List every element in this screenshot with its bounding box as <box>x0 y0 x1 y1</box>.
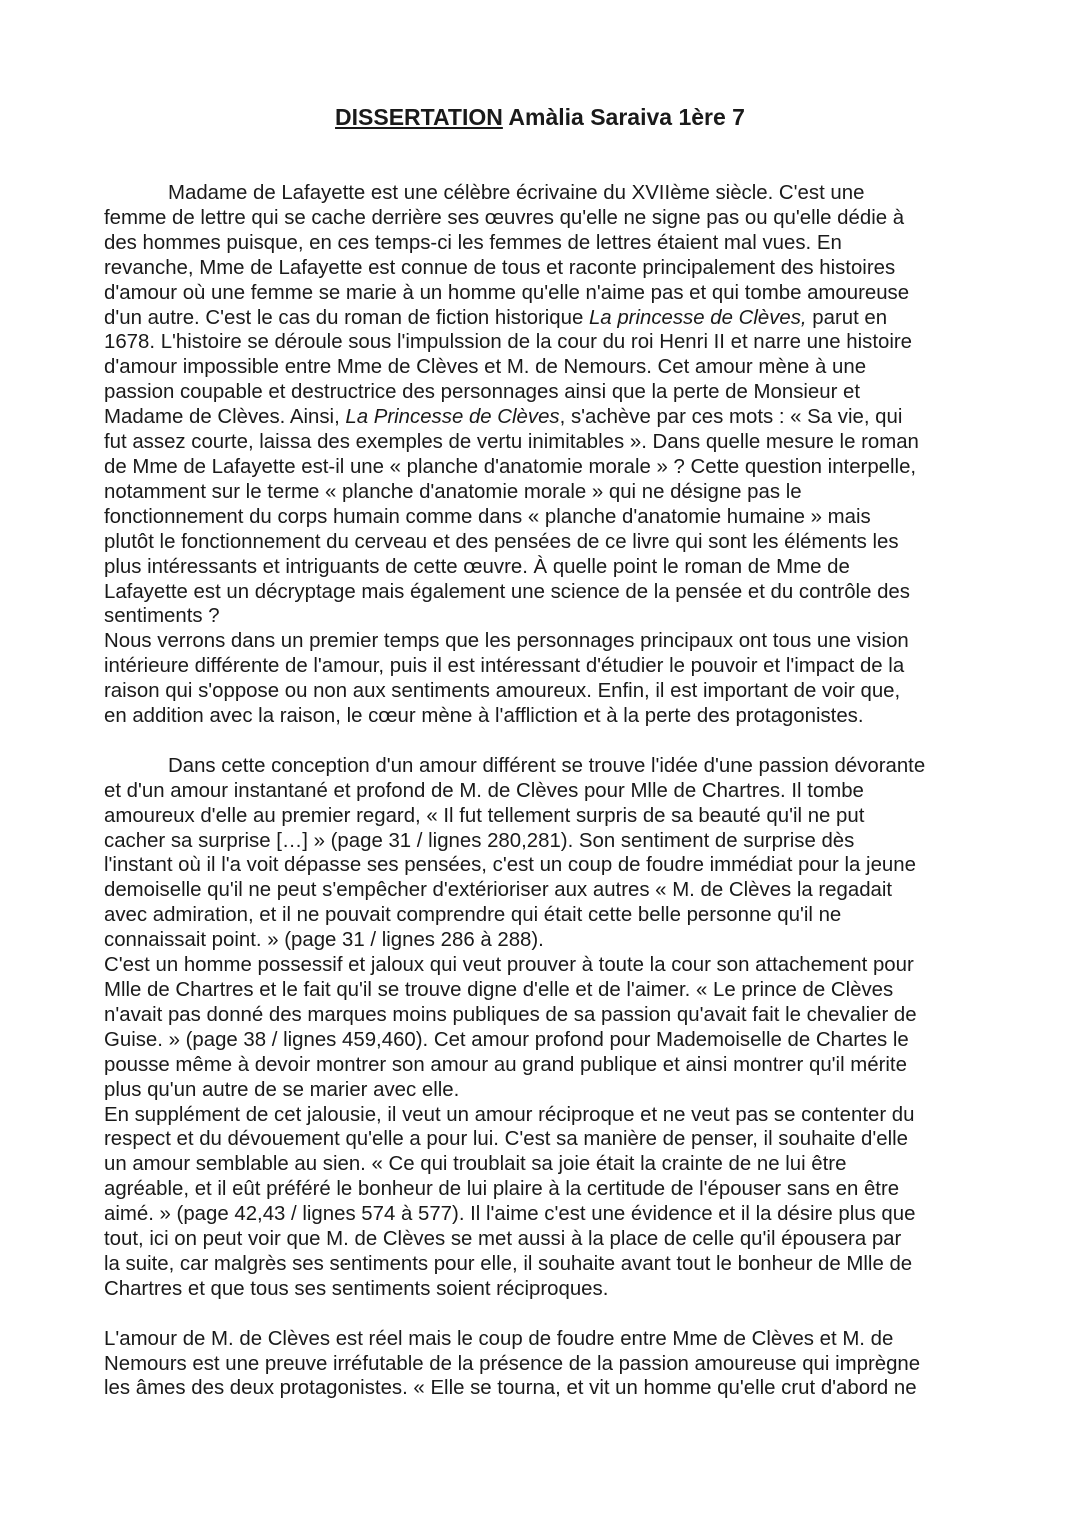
text-line: C'est un homme possessif et jaloux qui veut prouver à toute la cour son attachement pour <box>104 954 914 977</box>
document-body <box>104 181 984 1401</box>
text-line: Chartres et que tous ses sentiments soient réciproques. <box>104 1277 609 1300</box>
text-line: d'amour où une femme se marie à un homme qu'elle n'aime pas et qui tombe amoureuse <box>104 281 910 304</box>
title-author: Amàlia Saraiva 1ère 7 <box>502 104 745 130</box>
text-line: n'avait pas donné des marques moins publiques de sa passion qu'avait fait le chevalier de <box>104 1003 917 1026</box>
book-title-italic: La princesse de Clèves, <box>588 306 807 329</box>
text-line: Dans cette conception d'un amour différent se trouve l'idée d'une passion dévorante <box>168 754 926 777</box>
text-line: agréable, et il eût préféré le bonheur de lui plaire à la certitude de l'épouser sans en être <box>104 1178 900 1201</box>
text-line: femme de lettre qui se cache derrière ses œuvres qu'elle ne signe pas ou qu'elle dédie à <box>104 206 905 229</box>
text-line: en addition avec la raison, le cœur mène à l'affliction et à la perte des protagonistes. <box>104 705 864 728</box>
text-line: Madame de Clèves. Ainsi, La Princesse de Clèves, s'achève par ces mots : « Sa vie, qui <box>104 406 903 429</box>
title-underlined: DISSERTATION <box>335 104 503 130</box>
paragraph-body <box>104 754 984 953</box>
text-line: raison qui s'oppose ou non aux sentiments amoureux. Enfin, il est important de voir que, <box>104 680 901 703</box>
text-line: d'un autre. C'est le cas du roman de fiction historique La princesse de Clèves, parut en <box>104 306 888 329</box>
text-line: intérieure différente de l'amour, puis il est intéressant d'étudier le pouvoir et l'impact de la <box>104 655 905 678</box>
text-line: l'instant où il l'a voit dépasse ses pensées, c'est un coup de foudre immédiat pour la jeune <box>104 854 916 877</box>
text-line: les âmes des deux protagonistes. « Elle se tourna, et vit un homme qu'elle crut d'abord ne <box>104 1377 917 1400</box>
text-line: la suite, car malgrès ses sentiments pour elle, il souhaite avant tout le bonheur de Mlle de <box>104 1252 913 1275</box>
paragraph-body <box>104 1327 984 1402</box>
text-line: notamment sur le terme « planche d'anatomie morale » qui ne désigne pas le <box>104 480 802 503</box>
text-line: plus qu'un autre de se marier avec elle. <box>104 1078 460 1101</box>
text-line: cacher sa surprise […] » (page 31 / lignes 280,281). Son sentiment de surprise dès <box>104 829 855 852</box>
text-line: pousse même à devoir montrer son amour au grand publique et ainsi montrer qu'il mérite <box>104 1053 907 1076</box>
text-line: avec admiration, et il ne pouvait comprendre qui était cette belle personne qu'il ne <box>104 904 842 927</box>
text-line: fonctionnement du corps humain comme dans « planche d'anatomie humaine » mais <box>104 505 871 528</box>
book-title-italic: La Princesse de Clèves <box>345 406 560 429</box>
text-line: de Mme de Lafayette est-il une « planche d'anatomie morale » ? Cette question interpelle, <box>104 455 917 478</box>
text-line: des hommes puisque, en ces temps-ci les femmes de lettres étaient mal vues. En <box>104 231 842 254</box>
text-line: aimé. » (page 42,43 / lignes 574 à 577). Il l'aime c'est une évidence et il la désire plus que <box>104 1203 916 1226</box>
text-line: respect et du dévouement qu'elle a pour lui. C'est sa manière de penser, il souhaite d'elle <box>104 1128 909 1151</box>
text-line: plus intéressants et intriguants de cette œuvre. À quelle point le roman de Mme de <box>104 555 850 578</box>
text-line: d'amour impossible entre Mme de Clèves et M. de Nemours. Cet amour mène à une <box>104 356 867 379</box>
paragraph-plan <box>104 629 984 729</box>
paragraph-body <box>104 1103 984 1302</box>
paragraph-intro <box>104 181 984 629</box>
text-line: Guise. » (page 38 / lignes 459,460). Cet amour profond pour Mademoiselle de Chartes le <box>104 1028 909 1051</box>
text-line: Lafayette est un décryptage mais également une science de la pensée et du contrôle des <box>104 580 910 603</box>
text-line: amoureux d'elle au premier regard, « Il fut tellement surpris de sa beauté qu'il ne put <box>104 804 865 827</box>
text-line: Mlle de Chartres et le fait qu'il se trouve digne d'elle et de l'aimer. « Le prince de Clèves <box>104 978 894 1001</box>
text-line: connaissait point. » (page 31 / lignes 286 à 288). <box>104 929 544 952</box>
text-line: demoiselle qu'il ne peut s'empêcher d'extérioriser aux autres « M. de Clèves la regadait <box>104 879 893 902</box>
text-line: En supplément de cet jalousie, il veut un amour réciproque et ne veut pas se contenter du <box>104 1103 915 1126</box>
text-line: Nous verrons dans un premier temps que les personnages principaux ont tous une vision <box>104 630 909 653</box>
text-line: et d'un amour instantané et profond de M. de Clèves pour Mlle de Chartres. Il tombe <box>104 779 864 802</box>
text-line: revanche, Mme de Lafayette est connue de tous et raconte principalement des histoires <box>104 256 896 279</box>
text-line: un amour semblable au sien. « Ce qui troublait sa joie était la crainte de ne lui être <box>104 1153 847 1176</box>
text-line: Madame de Lafayette est une célèbre écrivaine du XVIIème siècle. C'est une <box>168 182 865 204</box>
text-line: fut assez courte, laissa des exemples de vertu inimitables ». Dans quelle mesure le roman <box>104 431 919 454</box>
text-line: L'amour de M. de Clèves est réel mais le coup de foudre entre Mme de Clèves et M. de <box>104 1327 894 1350</box>
text-line: Nemours est une preuve irréfutable de la présence de la passion amoureuse qui imprègne <box>104 1352 921 1375</box>
paragraph-spacer <box>104 729 984 754</box>
text-line: plutôt le fonctionnement du cerveau et des pensées de ce livre qui sont les éléments les <box>104 530 899 553</box>
paragraph-spacer <box>104 1302 984 1327</box>
text-line: 1678. L'histoire se déroule sous l'impulssion de la cour du roi Henri II et narre une histoire <box>104 331 912 354</box>
text-line: tout, ici on peut voir que M. de Clèves se met aussi à la place de celle qu'il épousera par <box>104 1228 902 1251</box>
text-line: sentiments ? <box>104 605 220 628</box>
paragraph-body <box>104 953 984 1102</box>
page-title <box>0 101 1080 133</box>
text-line: passion coupable et destructrice des personnages ainsi que la perte de Monsieur et <box>104 381 861 404</box>
